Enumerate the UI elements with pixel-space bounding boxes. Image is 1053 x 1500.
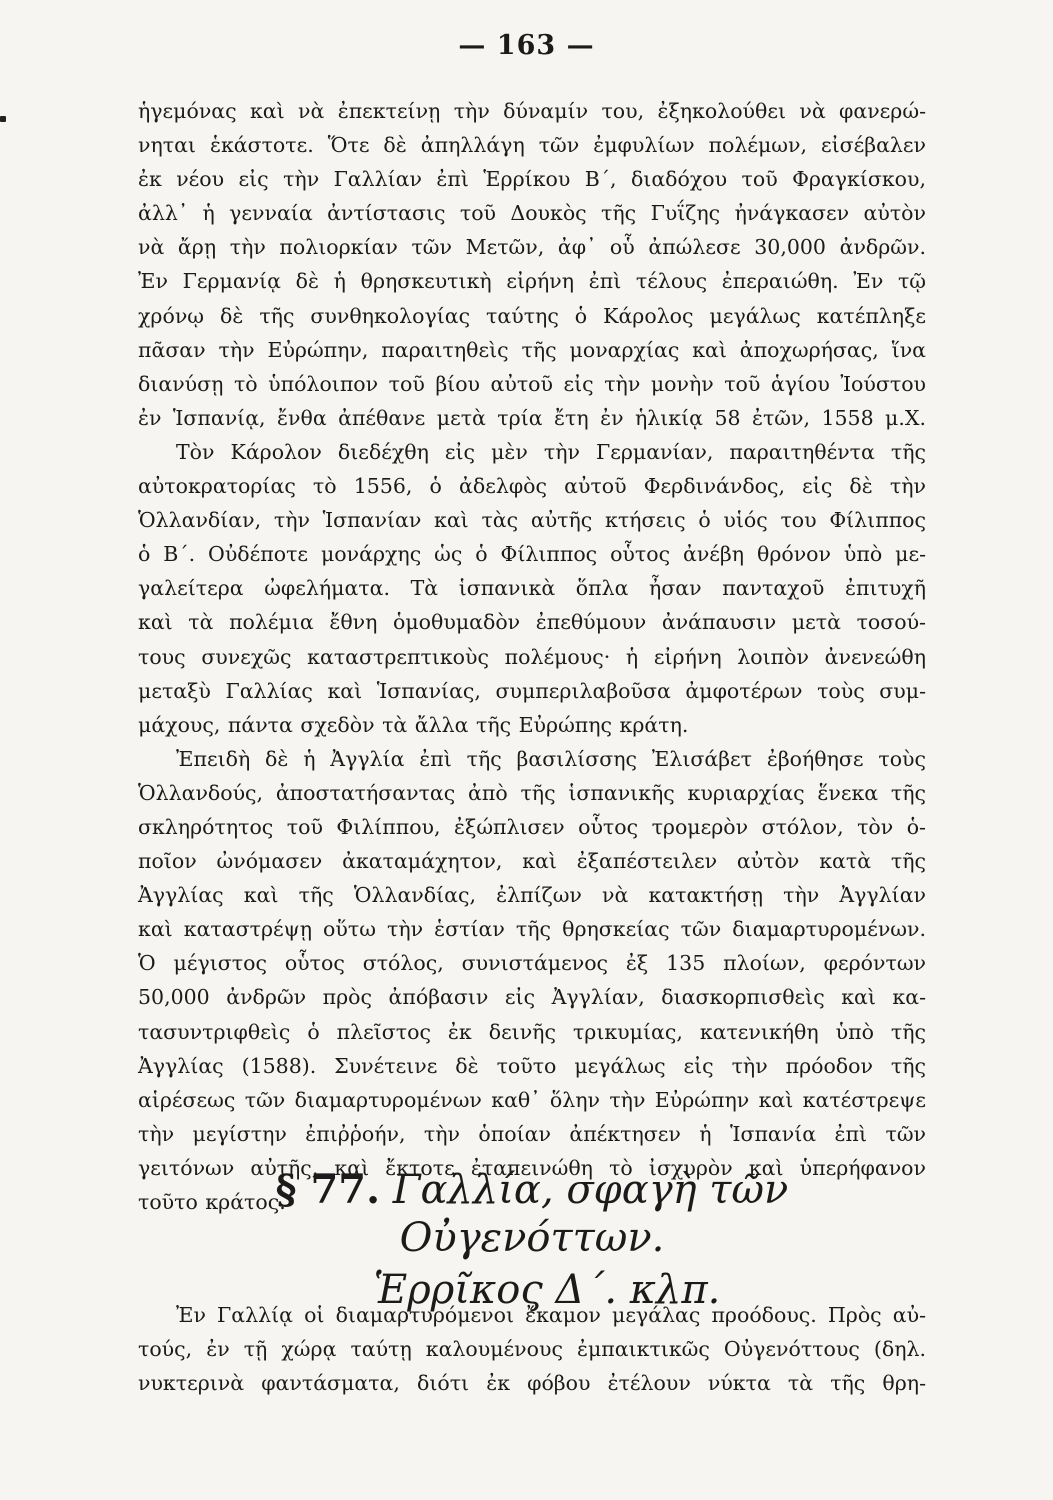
text-line: ἡγεμόνας καὶ νὰ ἐπεκτείνῃ τὴν δύναμίν του, ἐξηκολούθει νὰ φανερώ-: [138, 99, 926, 123]
text-line: Ἀγγλίας (1588). Συνέτεινε δὲ τοῦτο μεγάλως εἰς τὴν πρόοδον τῆς: [138, 1053, 926, 1078]
text-line: γαλείτερα ὠφελήματα. Τὰ ἱσπανικὰ ὅπλα ἦσαν πανταχοῦ ἐπιτυχῆ: [138, 576, 926, 601]
text-line: σκληρότητος τοῦ Φιλίππου, ἐξώπλισεν οὗτος τρομερὸν στόλον, τὸν ὁ-: [138, 814, 926, 839]
text-line: τους συνεχῶς καταστρεπτικοὺς πολέμους· ἡ εἰρήνη λοιπὸν ἀνενεώθη: [138, 644, 926, 669]
text-line: νὰ ἄρῃ τὴν πολιορκίαν τῶν Μετῶν, ἀφ᾽ οὗ ἀπώλεσε 30,000 ἀνδρῶν.: [138, 235, 926, 260]
section-title-line1: Γαλλία, σφαγὴ τῶν Οὐγενόττων.: [392, 1167, 789, 1261]
text-line: Ὁ μέγιστος οὗτος στόλος, συνιστάμενος ἐξ 135 πλοίων, φερόντων: [138, 951, 926, 976]
text-line: διανύσῃ τὸ ὑπόλοιπον τοῦ βίου αὐτοῦ εἰς τὴν μονὴν τοῦ ἁγίου Ἰούστου: [138, 371, 926, 396]
text-line: τὴν μεγίστην ἐπιῤῥοήν, τὴν ὁποίαν ἀπέκτησεν ἡ Ἱσπανία ἐπὶ τῶν: [138, 1121, 926, 1146]
text-line: χρόνῳ δὲ τῆς συνθηκολογίας ταύτης ὁ Κάρολος μεγάλως κατέπληξε: [138, 303, 926, 328]
text-line: ἐκ νέου εἰς τὴν Γαλλίαν ἐπὶ Ἑρρίκου Β΄, διαδόχου τοῦ Φραγκίσκου,: [138, 167, 926, 192]
text-line: ποῖον ὠνόμασεν ἀκαταμάχητον, καὶ ἐξαπέστειλεν αὐτὸν κατὰ τῆς: [138, 849, 926, 874]
text-line: Ἀγγλίας καὶ τῆς Ὁλλανδίας, ἐλπίζων νὰ κατακτήσῃ τὴν Ἀγγλίαν: [138, 883, 926, 908]
text-line: τοῦτο κράτος.: [138, 1190, 286, 1214]
section-heading: [138, 1166, 926, 1314]
section-text: [138, 1298, 926, 1400]
text-line: μεταξὺ Γαλλίας καὶ Ἱσπανίας, συμπεριλαβοῦσα ἀμφοτέρων τοὺς συμ-: [138, 678, 926, 703]
text-line: Ἐπειδὴ δὲ ἡ Ἀγγλία ἐπὶ τῆς βασιλίσσης Ἐλισάβετ ἐβοήθησε τοὺς: [176, 746, 926, 771]
text-line: τασυντριφθεὶς ὁ πλεῖστος ἐκ δεινῆς τρικυμίας, κατενικήθη ὑπὸ τῆς: [138, 1019, 926, 1044]
section-number: § 77.: [275, 1166, 381, 1213]
text-line: τούς, ἐν τῇ χώρᾳ ταύτῃ καλουμένους ἐμπαικτικῶς Οὐγενόττους (δηλ.: [138, 1337, 926, 1362]
text-line: ἐν Ἱσπανίᾳ, ἔνθα ἀπέθανε μετὰ τρία ἔτη ἐν ἡλικίᾳ 58 ἐτῶν, 1558 μ.Χ.: [138, 405, 926, 430]
text-line: Ὁλλανδίαν, τὴν Ἱσπανίαν καὶ τὰς αὐτῆς κτήσεις ὁ υἱός του Φίλιππος: [138, 508, 926, 533]
text-line: πᾶσαν τὴν Εὐρώπην, παραιτηθεὶς τῆς μοναρχίας καὶ ἀποχωρήσας, ἵνα: [138, 337, 926, 362]
section-title-line2: Ἑρρῖκος Δ΄. κλπ.: [373, 1267, 721, 1313]
paragraph-1: [138, 94, 926, 435]
paragraph-3: [138, 742, 926, 1219]
text-line: γειτόνων αὐτῆς, καὶ ἔκτοτε ἐταπεινώθη τὸ ἰσχυρὸν καὶ ὑπερήφανον: [138, 1155, 926, 1180]
text-line: καὶ καταστρέψῃ οὕτω τὴν ἑστίαν τῆς θρησκείας τῶν διαμαρτυρομένων.: [138, 917, 926, 942]
text-line: νηται ἑκάστοτε. Ὅτε δὲ ἀπηλλάγη τῶν ἐμφυλίων πολέμων, εἰσέβαλεν: [138, 133, 926, 158]
text-line: νυκτερινὰ φαντάσματα, διότι ἐκ φόβου ἐτέλουν νύκτα τὰ τῆς θρη-: [138, 1371, 926, 1396]
text-line: αἱρέσεως τῶν διαμαρτυρομένων καθ᾽ ὅλην τὴν Εὐρώπην καὶ κατέστρεψε: [138, 1087, 926, 1112]
text-line: Ἐν Γαλλίᾳ οἱ διαμαρτυρόμενοι ἔκαμον μεγάλας προόδους. Πρὸς αὐ-: [176, 1303, 926, 1327]
text-line: Ἐν Γερμανίᾳ δὲ ἡ θρησκευτικὴ εἰρήνη ἐπὶ τέλους ἐπεραιώθη. Ἐν τῷ: [138, 269, 926, 294]
paragraph-2: [138, 435, 926, 742]
page-number: — 163 —: [458, 30, 595, 61]
text-line: ὁ Β΄. Οὐδέποτε μονάρχης ὡς ὁ Φίλιππος οὗτος ἀνέβη θρόνον ὑπὸ με-: [138, 542, 926, 567]
text-line: ἀλλ᾽ ἡ γενναία ἀντίστασις τοῦ Δουκὸς τῆς Γυΐζης ἠνάγκασεν αὐτὸν: [138, 201, 926, 226]
text-line: καὶ τὰ πολέμια ἔθνη ὁμοθυμαδὸν ἐπεθύμουν ἀνάπαυσιν μετὰ τοσού-: [138, 610, 926, 635]
text-line: μάχους, πάντα σχεδὸν τὰ ἄλλα τῆς Εὐρώπης κράτη.: [138, 712, 689, 737]
text-line: αὐτοκρατορίας τὸ 1556, ὁ ἀδελφὸς αὐτοῦ Φερδινάνδος, εἰς δὲ τὴν: [138, 474, 926, 499]
main-text: [138, 94, 926, 1219]
text-line: Ὁλλανδούς, ἀποστατήσαντας ἀπὸ τῆς ἱσπανικῆς κυριαρχίας ἕνεκα τῆς: [138, 780, 926, 805]
text-line: Τὸν Κάρολον διεδέχθη εἰς μὲν τὴν Γερμανίαν, παραιτηθέντα τῆς: [176, 439, 926, 464]
binding-mark: [0, 116, 6, 122]
text-line: 50,000 ἀνδρῶν πρὸς ἀπόβασιν εἰς Ἀγγλίαν, διασκορπισθεὶς καὶ κα-: [138, 985, 926, 1010]
